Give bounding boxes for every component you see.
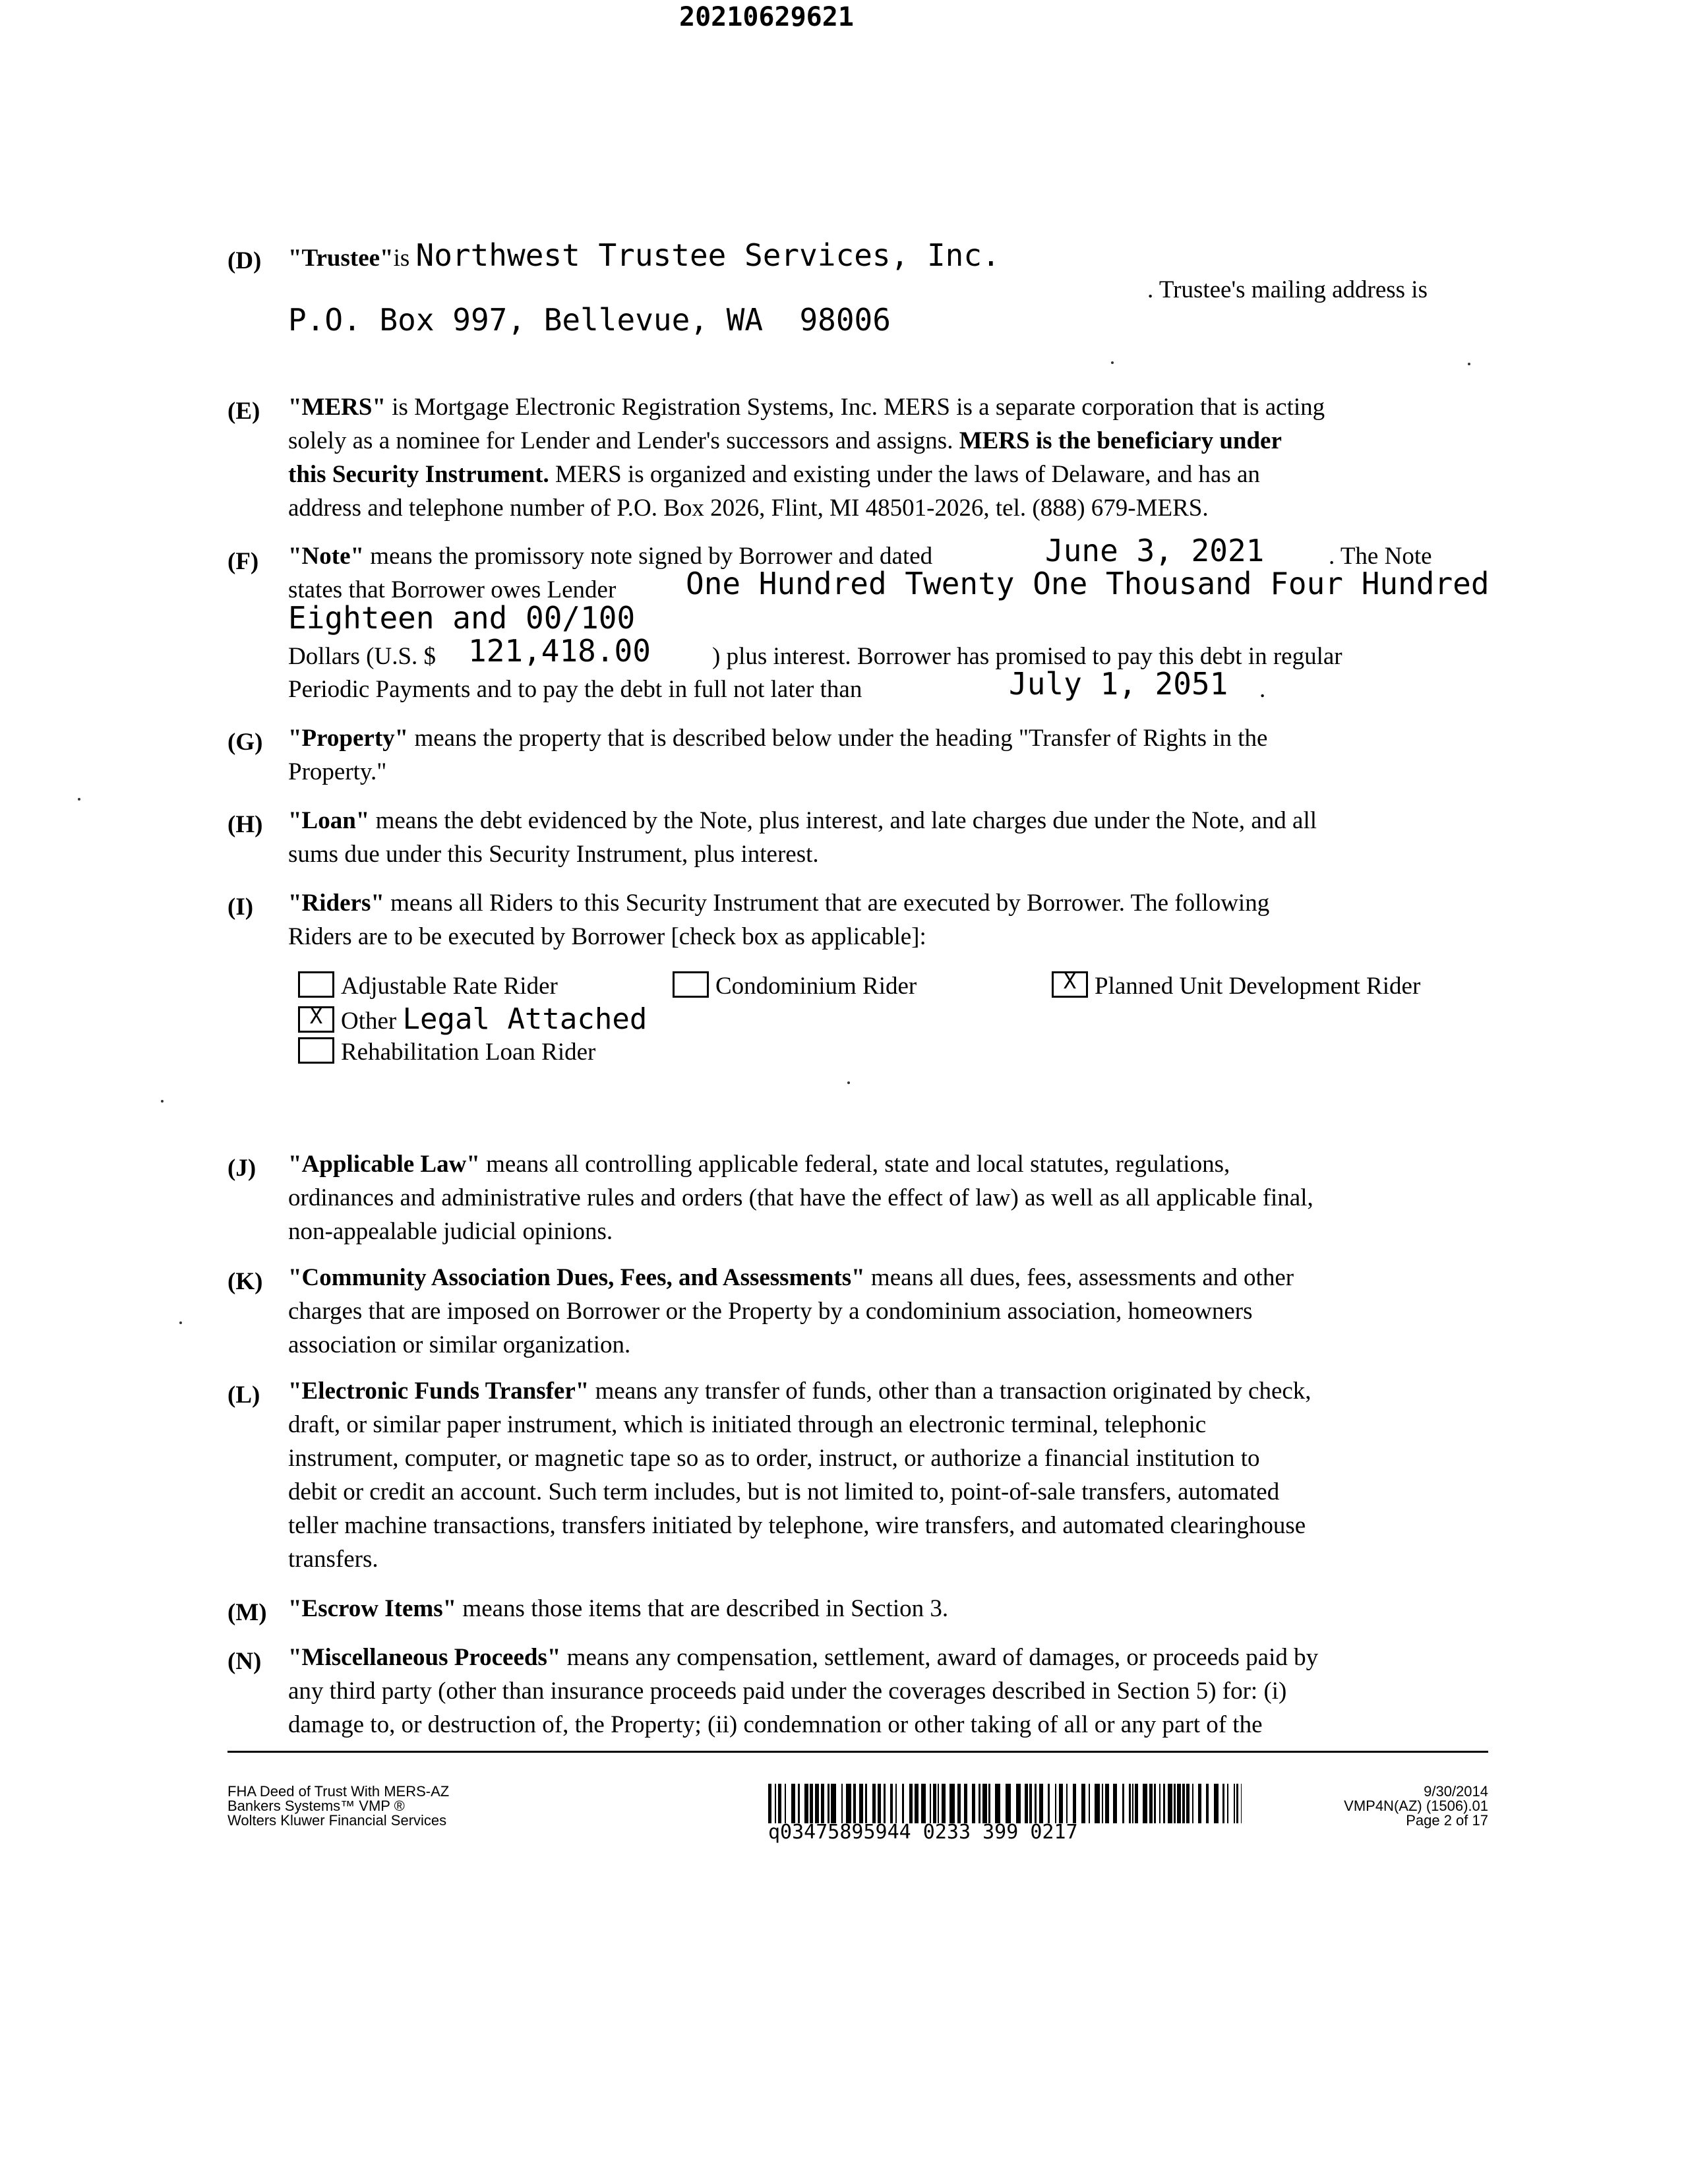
rider-label: Condominium Rider	[715, 973, 917, 1000]
eft-line-6: transfers.	[288, 1546, 378, 1573]
section-letter-n: (N)	[227, 1648, 262, 1675]
applicable-law-line-1: means all controlling applicable federal, state and local statutes, regulations,	[479, 1151, 1230, 1178]
loan-line-2: sums due under this Security Instrument, plus interest.	[288, 841, 819, 868]
footer-right	[1253, 1784, 1488, 1828]
section-letter-m: (M)	[227, 1599, 267, 1626]
rider-label: Other	[341, 1008, 397, 1035]
term-riders: "Riders"	[288, 890, 384, 917]
term-applicable-law: "Applicable Law"	[288, 1151, 480, 1178]
note-dollars-label: Dollars (U.S. $	[288, 643, 437, 670]
barcode-bar	[1228, 1784, 1234, 1823]
checkbox-mark: X	[309, 1004, 323, 1029]
checkbox-planned-unit-development[interactable]	[1052, 971, 1088, 998]
trustee-address: P.O. Box 997, Bellevue, WA 98006	[288, 302, 891, 338]
note-date: June 3, 2021	[1045, 533, 1265, 568]
barcode-bar	[786, 1784, 791, 1823]
footer-form-title: FHA Deed of Trust With MERS-AZ	[227, 1783, 450, 1800]
barcode-bar	[1168, 1784, 1172, 1823]
barcode-bar	[831, 1784, 836, 1823]
rider-planned-unit-development[interactable]	[1052, 969, 1420, 1003]
scan-speck	[179, 1321, 182, 1324]
barcode-bar	[1117, 1784, 1122, 1823]
trustee-name: Northwest Trustee Services, Inc.	[415, 237, 1000, 273]
barcode-bar	[867, 1784, 872, 1823]
barcode-bar	[1043, 1784, 1048, 1823]
misc-line-3: damage to, or destruction of, the Property; (ii) condemnation or other taking of all or any part of the	[288, 1711, 1263, 1738]
trustee-is: is	[393, 245, 410, 272]
barcode-bar	[921, 1784, 926, 1823]
property-line-1: means the property that is described below under the heading "Transfer of Rights in the	[408, 725, 1268, 752]
barcode	[768, 1784, 1242, 1823]
community-line-3: association or similar organization.	[288, 1331, 631, 1358]
scan-speck	[1468, 363, 1470, 365]
term-miscellaneous-proceeds: "Miscellaneous Proceeds"	[288, 1644, 561, 1671]
loan-line-1: means the debt evidenced by the Note, plus interest, and late charges due under the Note, and all	[369, 807, 1317, 834]
rider-label: Planned Unit Development Rider	[1095, 973, 1421, 1000]
barcode-text: q03475895944 0233 399 0217	[768, 1821, 1078, 1844]
barcode-bar	[904, 1784, 909, 1823]
note-line-4: Periodic Payments and to pay the debt in full not later than	[288, 676, 862, 703]
scan-speck	[1111, 361, 1114, 364]
term-electronic-funds-transfer: "Electronic Funds Transfer"	[288, 1378, 589, 1405]
barcode-bar	[1006, 1784, 1011, 1823]
section-applicable-law	[288, 1147, 1488, 1248]
mers-beneficiary-bold: MERS is the beneficiary under	[959, 427, 1282, 454]
barcode-bar	[800, 1784, 804, 1823]
note-line-3: ) plus interest. Borrower has promised to pay this debt in regular	[712, 643, 1342, 670]
community-line-2: charges that are imposed on Borrower or the Property by a condominium association, homeowners	[288, 1298, 1253, 1325]
mers-line-2: solely as a nominee for Lender and Lender's successors and assigns.	[288, 427, 959, 454]
checkbox-adjustable-rate[interactable]	[298, 971, 334, 998]
term-community-association: "Community Association Dues, Fees, and Assessments"	[288, 1264, 865, 1291]
footer-left	[227, 1784, 449, 1828]
footer-publisher: Wolters Kluwer Financial Services	[227, 1812, 447, 1829]
note-line-2: states that Borrower owes Lender	[288, 576, 617, 603]
riders-line-2: Riders are to be executed by Borrower [check box as applicable]:	[288, 923, 926, 950]
rider-other[interactable]	[298, 1002, 647, 1038]
barcode-bar	[1068, 1784, 1073, 1823]
section-escrow-items	[288, 1592, 1488, 1625]
term-escrow-items: "Escrow Items"	[288, 1595, 457, 1622]
barcode-bar	[967, 1784, 972, 1823]
scan-speck	[847, 1081, 850, 1084]
term-property: "Property"	[288, 725, 409, 752]
barcode-bar	[1241, 1784, 1242, 1823]
applicable-law-line-3: non-appealable judicial opinions.	[288, 1218, 613, 1245]
section-letter-e: (E)	[227, 398, 260, 425]
barcode-bar	[1050, 1784, 1055, 1823]
document-number: 20210629621	[679, 2, 854, 32]
barcode-bar	[982, 1784, 987, 1823]
section-letter-i: (I)	[227, 894, 254, 921]
term-trustee: "Trustee"	[288, 245, 394, 272]
note-the-note: . The Note	[1329, 543, 1432, 570]
riders-line-1: means all Riders to this Security Instrument that are executed by Borrower. The following	[384, 890, 1270, 917]
checkbox-other[interactable]	[298, 1006, 334, 1033]
community-line-1: means all dues, fees, assessments and other	[864, 1264, 1294, 1291]
note-line-1: means the promissory note signed by Borrower and dated	[364, 543, 933, 570]
misc-line-2: any third party (other than insurance proceeds paid under the coverages described in Section 5) for: (i)	[288, 1678, 1287, 1705]
footer-divider	[227, 1751, 1488, 1753]
section-letter-d: (D)	[227, 247, 262, 274]
mers-line-1: is Mortgage Electronic Registration Systems, Inc. MERS is a separate corporation that is acting	[385, 394, 1325, 421]
rider-label: Adjustable Rate Rider	[341, 973, 558, 1000]
barcode-bar	[995, 1784, 1000, 1823]
note-maturity-date: July 1, 2051	[1009, 666, 1228, 702]
term-note: "Note"	[288, 543, 365, 570]
term-mers: "MERS"	[288, 394, 386, 421]
checkbox-condominium[interactable]	[673, 971, 709, 998]
scan-speck	[161, 1100, 164, 1103]
checkbox-rehabilitation-loan[interactable]	[298, 1037, 334, 1064]
scan-speck	[78, 798, 80, 801]
rider-rehabilitation-loan[interactable]	[298, 1035, 595, 1069]
footer-vendor: Bankers Systems™ VMP ®	[227, 1798, 405, 1814]
section-letter-j: (J)	[227, 1155, 256, 1182]
escrow-line-1: means those items that are described in Section 3.	[456, 1595, 949, 1622]
barcode-bar	[990, 1784, 995, 1823]
barcode-bar	[1124, 1784, 1129, 1823]
barcode-bar	[1214, 1784, 1219, 1823]
barcode-bar	[1016, 1784, 1021, 1823]
section-riders	[288, 886, 1488, 954]
section-letter-l: (L)	[227, 1381, 260, 1409]
mers-line-4: address and telephone number of P.O. Box 2026, Flint, MI 48501-2026, tel. (888) 679-MERS.	[288, 495, 1209, 522]
barcode-bar	[950, 1784, 955, 1823]
eft-line-3: instrument, computer, or magnetic tape so as to order, instruct, or authorize a financial institution to	[288, 1445, 1260, 1472]
rider-label: Rehabilitation Loan Rider	[341, 1039, 596, 1066]
footer-form-date: 9/30/2014	[1424, 1783, 1488, 1800]
section-letter-f: (F)	[227, 548, 259, 575]
barcode-bar	[1011, 1784, 1016, 1823]
section-community-association	[288, 1261, 1488, 1362]
rider-condominium[interactable]	[673, 969, 917, 1003]
barcode-bar	[886, 1784, 890, 1823]
note-amount-words-2: Eighteen and 00/100	[288, 600, 636, 636]
section-property	[288, 721, 1488, 789]
section-letter-g: (G)	[227, 729, 263, 756]
section-miscellaneous-proceeds	[288, 1641, 1488, 1742]
section-loan	[288, 804, 1488, 871]
section-trustee	[288, 239, 1488, 275]
section-letter-k: (K)	[227, 1268, 263, 1295]
misc-line-1: means any compensation, settlement, award of damages, or proceeds paid by	[560, 1644, 1319, 1671]
section-mers	[288, 390, 1488, 525]
barcode-bar	[1143, 1784, 1147, 1823]
barcode-bar	[1095, 1784, 1100, 1823]
barcode-bar	[1076, 1784, 1081, 1823]
rider-other-value: Legal Attached	[402, 1002, 648, 1036]
property-line-2: Property."	[288, 758, 387, 785]
barcode-bar	[897, 1784, 902, 1823]
rider-adjustable-rate[interactable]	[298, 969, 558, 1003]
term-loan: "Loan"	[288, 807, 370, 834]
barcode-bar	[1090, 1784, 1095, 1823]
note-period: .	[1259, 676, 1266, 703]
applicable-law-line-2: ordinances and administrative rules and orders (that have the effect of law) as well as all applicable final,	[288, 1184, 1313, 1211]
eft-line-2: draft, or similar paper instrument, which is initiated through an electronic terminal, telephonic	[288, 1411, 1207, 1438]
footer-form-code: VMP4N(AZ) (1506).01	[1344, 1798, 1488, 1814]
mers-security-instrument-bold: this Security Instrument.	[288, 461, 549, 488]
checkbox-mark: X	[1063, 969, 1077, 994]
note-amount-words-1: One Hundred Twenty One Thousand Four Hundred	[686, 566, 1490, 601]
section-letter-h: (H)	[227, 811, 263, 838]
barcode-bar	[1209, 1784, 1214, 1823]
eft-line-5: teller machine transactions, transfers initiated by telephone, wire transfers, and automated clearinghouse	[288, 1512, 1306, 1539]
section-electronic-funds-transfer	[288, 1374, 1488, 1576]
note-amount: 121,418.00	[468, 633, 651, 669]
barcode-bar	[836, 1784, 841, 1823]
eft-line-1: means any transfer of funds, other than a transaction originated by check,	[589, 1378, 1311, 1405]
barcode-bar	[1138, 1784, 1143, 1823]
eft-line-4: debit or credit an account. Such term includes, but is not limited to, point-of-sale transfers, automated	[288, 1478, 1280, 1505]
footer-page-number: Page 2 of 17	[1406, 1812, 1488, 1829]
barcode-bar	[1000, 1784, 1006, 1823]
trustee-mailing-text: . Trustee's mailing address is	[1147, 276, 1428, 303]
barcode-bar	[1193, 1784, 1198, 1823]
mers-line-3: MERS is organized and existing under the laws of Delaware, and has an	[549, 461, 1260, 488]
barcode-bar	[846, 1784, 851, 1823]
barcode-bar	[1201, 1784, 1206, 1823]
